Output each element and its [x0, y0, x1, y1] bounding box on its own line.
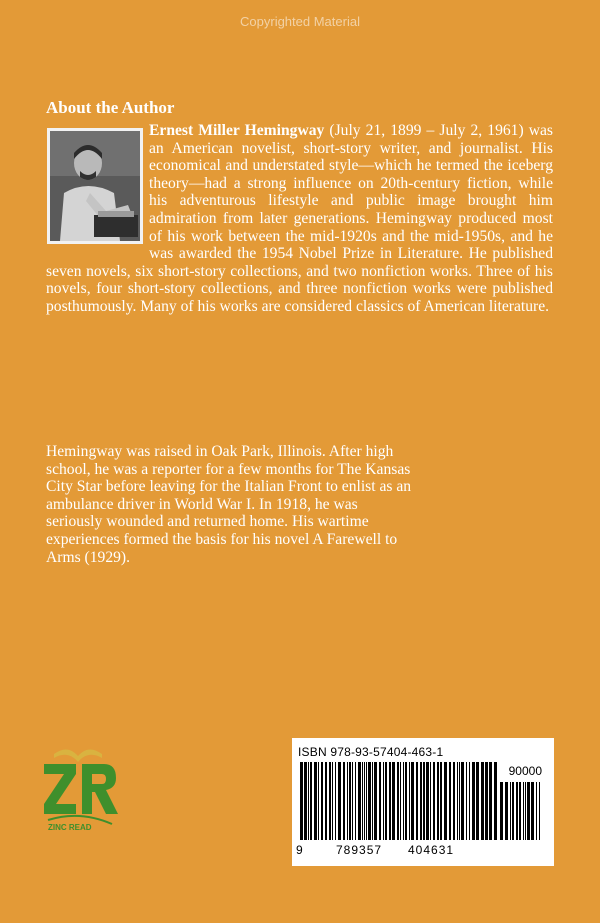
barcode-bar — [469, 762, 470, 840]
barcode-bar — [332, 762, 333, 840]
barcode-bar — [362, 762, 363, 840]
barcode-bar — [444, 762, 447, 840]
barcode-bar — [505, 782, 508, 840]
barcode-bar — [525, 782, 526, 840]
barcode-bar — [500, 782, 503, 840]
barcode-digit-group-1: 789357 — [336, 843, 383, 857]
barcode-bar — [329, 762, 331, 840]
barcode-bar — [433, 762, 435, 840]
author-bio-paragraph-1 — [46, 122, 553, 316]
barcode-bar — [476, 762, 479, 840]
barcode-bar — [512, 782, 514, 840]
barcode-bar — [385, 762, 387, 840]
barcode-bar — [321, 762, 323, 840]
barcode-bar — [519, 782, 521, 840]
barcode-bar — [300, 762, 303, 840]
barcode-bar — [392, 762, 395, 840]
barcode-bar — [440, 762, 442, 840]
barcode-bar — [405, 762, 407, 840]
barcode-bar — [349, 762, 351, 840]
barcode-bar — [397, 762, 399, 840]
barcode-bar — [430, 762, 431, 840]
barcode-bar — [416, 762, 418, 840]
barcode-bars — [298, 762, 498, 844]
barcode-bar — [494, 762, 497, 840]
barcode-bar — [347, 762, 348, 840]
barcode-bar — [368, 762, 371, 840]
barcode-bar — [338, 762, 341, 840]
barcode-bar — [539, 782, 540, 840]
barcode-bar — [459, 762, 460, 840]
barcode-bar — [457, 762, 458, 840]
zinc-read-logo — [40, 740, 120, 840]
barcode-bar — [453, 762, 455, 840]
author-bio-text-1: (July 21, 1899 – July 2, 1961) was an American novelist, short-story writer, and journalist. His economical and understated style—which he termed the iceberg theory—had a strong influence on 20th-century fiction, while his adventurous lifestyle and public image brought him admiration from later generations. Hemingway produced most of his work between the mid-1920s and the mid-1950s, and he was awarded the 1954 Nobel Prize in Literature. He published seven novels, six short-story collections, and two nonfiction works. Three of his novels, four short-story collections, and three nonfiction works were published posthumously. Many of his works are considered classics of American literature. — [46, 122, 553, 315]
barcode-bar — [461, 762, 464, 840]
price-bars — [498, 782, 542, 840]
barcode-bar — [510, 782, 511, 840]
barcode-bar — [411, 762, 414, 840]
price-code: 90000 — [508, 764, 542, 778]
barcode-bar — [372, 762, 373, 840]
barcode-bar — [314, 762, 317, 840]
barcode-bar — [374, 762, 377, 840]
copyright-watermark: Copyrighted Material — [240, 14, 360, 29]
barcode-bar — [403, 762, 404, 840]
barcode-bar — [449, 762, 451, 840]
section-heading: About the Author — [46, 98, 175, 117]
barcode-bar — [343, 762, 345, 840]
author-name: Ernest Miller Hemingway — [149, 122, 325, 139]
barcode-bar — [472, 762, 475, 840]
barcode-bar — [364, 762, 365, 840]
barcode-bar — [523, 782, 524, 840]
barcode-bar — [310, 762, 312, 840]
barcode-bar — [466, 762, 467, 840]
barcode-bar — [481, 762, 484, 840]
barcode-bar — [423, 762, 425, 840]
barcode-bar — [358, 762, 361, 840]
barcode-bar — [437, 762, 439, 840]
barcode-bar — [420, 762, 422, 840]
barcode-bar — [409, 762, 410, 840]
barcode-bar — [536, 782, 537, 840]
logo-text: ZINC READ — [48, 823, 92, 832]
barcode-bar — [335, 762, 336, 840]
isbn-label: ISBN 978-93-57404-463-1 — [298, 745, 444, 759]
barcode-bar — [400, 762, 401, 840]
author-bio-paragraph-2: Hemingway was raised in Oak Park, Illinois. After high school, he was a reporter for a few months for The Kansas City Star before leaving for the Italian Front to enlist as an ambulance driver in World War I. In 1918, he was seriously wounded and returned home. His wartime experiences formed the basis for his novel A Farewell to Arms (1929). — [46, 443, 412, 566]
barcode-bar — [389, 762, 391, 840]
barcode-bar — [325, 762, 327, 840]
barcode-bar — [308, 762, 309, 840]
barcode-bar — [383, 762, 384, 840]
barcode-bar — [527, 782, 530, 840]
isbn-barcode — [292, 738, 554, 866]
barcode-bar — [516, 782, 518, 840]
barcode-digit-group-2: 404631 — [408, 843, 455, 857]
barcode-bar — [352, 762, 353, 840]
barcode-bar — [355, 762, 356, 840]
barcode-bar — [304, 762, 307, 840]
barcode-bar — [318, 762, 319, 840]
barcode-bar — [489, 762, 492, 840]
barcode-bar — [531, 782, 534, 840]
barcode-digit-lead: 9 — [296, 843, 304, 857]
barcode-bar — [485, 762, 488, 840]
barcode-bar — [426, 762, 429, 840]
barcode-bar — [379, 762, 381, 840]
barcode-bar — [366, 762, 367, 840]
